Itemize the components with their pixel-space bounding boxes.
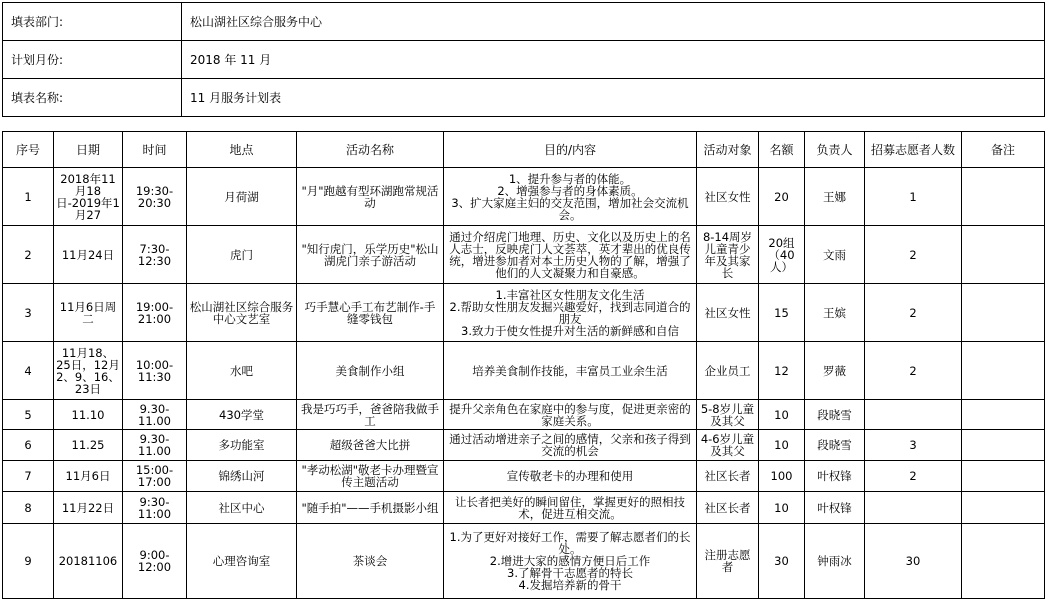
cell-content: 1.为了更好对接好工作，需要了解志愿者们的长处。 2.增进大家的感情方便日后工作 3.了解骨干志愿者的特长 4.发掘培养新的骨干 (444, 524, 697, 599)
cell-quota: 15 (759, 284, 805, 342)
col-header: 名额 (759, 132, 805, 168)
cell-content: 让长者把美好的瞬间留住，掌握更好的照相技术，促进互相交流。 (444, 492, 697, 524)
cell-target: 社区长者 (697, 461, 759, 492)
cell-name: "随手拍"——手机摄影小组 (297, 492, 444, 524)
cell-no: 7 (3, 461, 54, 492)
cell-time: 9.30-11.00 (123, 430, 187, 461)
cell-volunteers: 2 (865, 461, 962, 492)
cell-volunteers: 1 (865, 168, 962, 226)
cell-target: 注册志愿者 (697, 524, 759, 599)
cell-content: 通过介绍虎门地理、历史、文化以及历史上的名人志士，反映虎门人文荟萃，英才辈出的优良传统，增进参加者对本土历史人物的了解，增强了他们的人文凝聚力和自豪感。 (444, 226, 697, 284)
cell-date: 11.25 (54, 430, 123, 461)
cell-quota: 20组（40人） (759, 226, 805, 284)
cell-date: 11月24日 (54, 226, 123, 284)
col-header: 活动名称 (297, 132, 444, 168)
cell-target: 社区长者 (697, 492, 759, 524)
cell-place: 社区中心 (187, 492, 297, 524)
form-name-value: 11 月服务计划表 (182, 79, 1045, 117)
cell-date: 11月22日 (54, 492, 123, 524)
table-row (3, 284, 1045, 342)
cell-note (962, 492, 1045, 524)
table-row (3, 461, 1045, 492)
dept-value: 松山湖社区综合服务中心 (182, 3, 1045, 41)
cell-no: 2 (3, 226, 54, 284)
cell-place: 月荷湖 (187, 168, 297, 226)
month-label: 计划月份: (3, 41, 182, 79)
cell-owner: 王娜 (805, 168, 865, 226)
cell-name: "孝动松湖"敬老卡办理暨宣传主题活动 (297, 461, 444, 492)
col-header: 地点 (187, 132, 297, 168)
cell-content: 1、提升参与者的体能。 2、增强参与者的身体素质。 3、扩大家庭主妇的交友范围，增加社会交流机会。 (444, 168, 697, 226)
cell-place: 心理咨询室 (187, 524, 297, 599)
col-header: 序号 (3, 132, 54, 168)
form-header-table (2, 2, 1045, 117)
cell-time: 9:30-11:00 (123, 492, 187, 524)
cell-time: 10:00-11:30 (123, 342, 187, 400)
cell-date: 11月6日 (54, 461, 123, 492)
cell-time: 9.30-11.00 (123, 400, 187, 430)
cell-volunteers: 2 (865, 342, 962, 400)
cell-note (962, 461, 1045, 492)
cell-time: 19:00-21:00 (123, 284, 187, 342)
cell-place: 松山湖社区综合服务中心文艺室 (187, 284, 297, 342)
cell-quota: 30 (759, 524, 805, 599)
cell-no: 1 (3, 168, 54, 226)
col-header: 时间 (123, 132, 187, 168)
cell-content: 宣传敬老卡的办理和使用 (444, 461, 697, 492)
cell-owner: 叶权锋 (805, 492, 865, 524)
cell-owner: 王嫔 (805, 284, 865, 342)
cell-quota: 100 (759, 461, 805, 492)
cell-target: 5-8岁儿童及其父 (697, 400, 759, 430)
cell-volunteers (865, 400, 962, 430)
cell-note (962, 400, 1045, 430)
cell-content: 培养美食制作技能，丰富员工业余生活 (444, 342, 697, 400)
cell-no: 6 (3, 430, 54, 461)
table-row (3, 492, 1045, 524)
cell-date: 11月18、25日，12月2、9、16、23日 (54, 342, 123, 400)
cell-time: 9:00-12:00 (123, 524, 187, 599)
cell-date: 11.10 (54, 400, 123, 430)
cell-note (962, 284, 1045, 342)
cell-no: 9 (3, 524, 54, 599)
cell-place: 虎门 (187, 226, 297, 284)
cell-volunteers: 2 (865, 226, 962, 284)
cell-place: 多功能室 (187, 430, 297, 461)
cell-name: "知行虎门，乐学历史"松山湖虎门亲子游活动 (297, 226, 444, 284)
cell-quota: 10 (759, 430, 805, 461)
col-header: 负责人 (805, 132, 865, 168)
cell-content: 提升父亲角色在家庭中的参与度，促进更亲密的家庭关系。 (444, 400, 697, 430)
table-header-row (3, 132, 1045, 168)
cell-name: 巧手慧心手工布艺制作-手缝零钱包 (297, 284, 444, 342)
cell-target: 8-14周岁儿童青少年及其家长 (697, 226, 759, 284)
cell-content: 通过活动增进亲子之间的感情，父亲和孩子得到交流的机会 (444, 430, 697, 461)
cell-no: 4 (3, 342, 54, 400)
cell-owner: 文雨 (805, 226, 865, 284)
col-header: 备注 (962, 132, 1045, 168)
service-plan-table (2, 131, 1045, 599)
cell-owner: 钟雨冰 (805, 524, 865, 599)
cell-name: "月"跑越有型环湖跑常规活动 (297, 168, 444, 226)
table-row (3, 400, 1045, 430)
cell-quota: 10 (759, 400, 805, 430)
table-row (3, 342, 1045, 400)
cell-note (962, 168, 1045, 226)
table-row (3, 226, 1045, 284)
cell-time: 15:00-17:00 (123, 461, 187, 492)
table-row (3, 524, 1045, 599)
cell-name: 超级爸爸大比拼 (297, 430, 444, 461)
form-name-label: 填表名称: (3, 79, 182, 117)
cell-date: 2018年11月18日-2019年1月27 (54, 168, 123, 226)
cell-name: 美食制作小组 (297, 342, 444, 400)
cell-time: 7:30-12:30 (123, 226, 187, 284)
cell-owner: 叶权锋 (805, 461, 865, 492)
cell-note (962, 430, 1045, 461)
cell-target: 社区女性 (697, 284, 759, 342)
cell-volunteers (865, 492, 962, 524)
cell-name: 我是巧巧手，爸爸陪我做手工 (297, 400, 444, 430)
dept-label: 填表部门: (3, 3, 182, 41)
cell-note (962, 524, 1045, 599)
cell-quota: 20 (759, 168, 805, 226)
cell-owner: 段晓雪 (805, 430, 865, 461)
col-header: 日期 (54, 132, 123, 168)
cell-target: 社区女性 (697, 168, 759, 226)
table-row (3, 430, 1045, 461)
cell-no: 8 (3, 492, 54, 524)
cell-no: 3 (3, 284, 54, 342)
col-header: 目的/内容 (444, 132, 697, 168)
table-row (3, 168, 1045, 226)
cell-no: 5 (3, 400, 54, 430)
cell-target: 4-6岁儿童及其父 (697, 430, 759, 461)
cell-note (962, 226, 1045, 284)
cell-date: 11月6日周二 (54, 284, 123, 342)
cell-owner: 段晓雪 (805, 400, 865, 430)
cell-volunteers: 2 (865, 284, 962, 342)
month-value: 2018 年 11 月 (182, 41, 1045, 79)
cell-place: 水吧 (187, 342, 297, 400)
cell-time: 19:30-20:30 (123, 168, 187, 226)
cell-volunteers: 3 (865, 430, 962, 461)
col-header: 招募志愿者人数 (865, 132, 962, 168)
cell-date: 20181106 (54, 524, 123, 599)
cell-quota: 10 (759, 492, 805, 524)
cell-note (962, 342, 1045, 400)
cell-content: 1.丰富社区女性朋友文化生活 2.帮助女性朋友发掘兴趣爱好，找到志同道合的朋友 3.致力于使女性提升对生活的新鲜感和自信 (444, 284, 697, 342)
cell-owner: 罗薇 (805, 342, 865, 400)
col-header: 活动对象 (697, 132, 759, 168)
cell-quota: 12 (759, 342, 805, 400)
cell-name: 茶谈会 (297, 524, 444, 599)
cell-place: 430学堂 (187, 400, 297, 430)
cell-target: 企业员工 (697, 342, 759, 400)
cell-place: 锦绣山河 (187, 461, 297, 492)
cell-volunteers: 30 (865, 524, 962, 599)
